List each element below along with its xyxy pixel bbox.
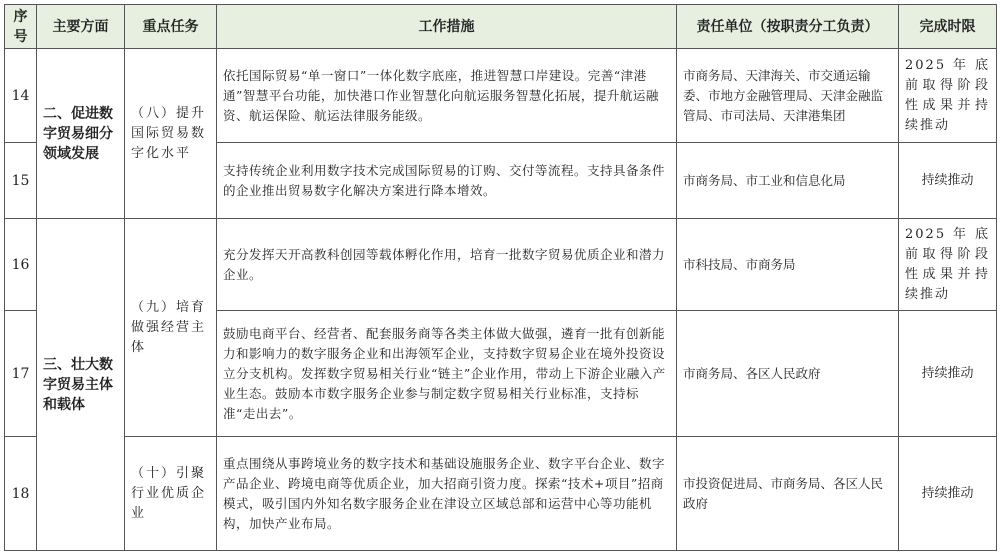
deadline-cell: 持续推动 (899, 437, 997, 551)
deadline-cell: 2025年底前取得阶段性成果并持续推动 (899, 49, 997, 143)
row-number: 14 (5, 49, 37, 143)
table-header-row (5, 5, 997, 49)
area-cell: 二、促进数字贸易细分领域发展 (37, 49, 125, 219)
task-cell: （八）提升国际贸易数字化水平 (125, 49, 217, 219)
row-number: 16 (5, 219, 37, 311)
table-row (5, 219, 997, 311)
area-cell: 三、壮大数字贸易主体和载体 (37, 219, 125, 551)
col-header-area: 主要方面 (37, 5, 125, 49)
task-cell: （九）培育做强经营主体 (125, 219, 217, 437)
row-number: 18 (5, 437, 37, 551)
deadline-cell: 持续推动 (899, 311, 997, 437)
unit-cell: 市投资促进局、市商务局、各区人民政府 (677, 437, 899, 551)
col-header-deadline: 完成时限 (899, 5, 997, 49)
unit-cell: 市商务局、市工业和信息化局 (677, 143, 899, 219)
measure-cell: 鼓励电商平台、经营者、配套服务商等各类主体做大做强，遴育一批有创新能力和影响力的数字服务企业和出海领军企业，支持数字贸易企业在境外投资设立分支机构。发挥数字贸易相关行业“链主”企业作用，带动上下游企业融入产业生态。鼓励本市数字服务企业参与制定数字贸易相关行业标准，支持标准“走出去”。 (217, 311, 677, 437)
unit-cell: 市商务局、天津海关、市交通运输委、市地方金融管理局、天津金融监管局、市司法局、天津港集团 (677, 49, 899, 143)
table-row (5, 437, 997, 551)
deadline-cell: 持续推动 (899, 143, 997, 219)
measure-cell: 重点围绕从事跨境业务的数字技术和基础设施服务企业、数字平台企业、数字产品企业、跨境电商等优质企业，加大招商引资力度。探索“技术+项目”招商模式，吸引国内外知名数字服务企业在津设立区域总部和运营中心等功能机构，加快产业布局。 (217, 437, 677, 551)
row-number: 17 (5, 311, 37, 437)
deadline-cell: 2025年底前取得阶段性成果并持续推动 (899, 219, 997, 311)
measure-cell: 依托国际贸易“单一窗口”一体化数字底座，推进智慧口岸建设。完善“津港通”智慧平台功能，加快港口作业智慧化向航运服务智慧化拓展，提升航运融资、航运保险、航运法律服务能级。 (217, 49, 677, 143)
task-cell: （十）引聚行业优质企业 (125, 437, 217, 551)
col-header-no: 序号 (5, 5, 37, 49)
row-number: 15 (5, 143, 37, 219)
unit-cell: 市商务局、各区人民政府 (677, 311, 899, 437)
measure-cell: 充分发挥天开高教科创园等载体孵化作用，培育一批数字贸易优质企业和潜力企业。 (217, 219, 677, 311)
unit-cell: 市科技局、市商务局 (677, 219, 899, 311)
col-header-unit: 责任单位（按职责分工负责） (677, 5, 899, 49)
measure-cell: 支持传统企业利用数字技术完成国际贸易的订购、交付等流程。支持具备条件的企业推出贸易数字化解决方案进行降本增效。 (217, 143, 677, 219)
work-plan-table (4, 4, 997, 551)
col-header-task: 重点任务 (125, 5, 217, 49)
col-header-measure: 工作措施 (217, 5, 677, 49)
table-row (5, 49, 997, 143)
